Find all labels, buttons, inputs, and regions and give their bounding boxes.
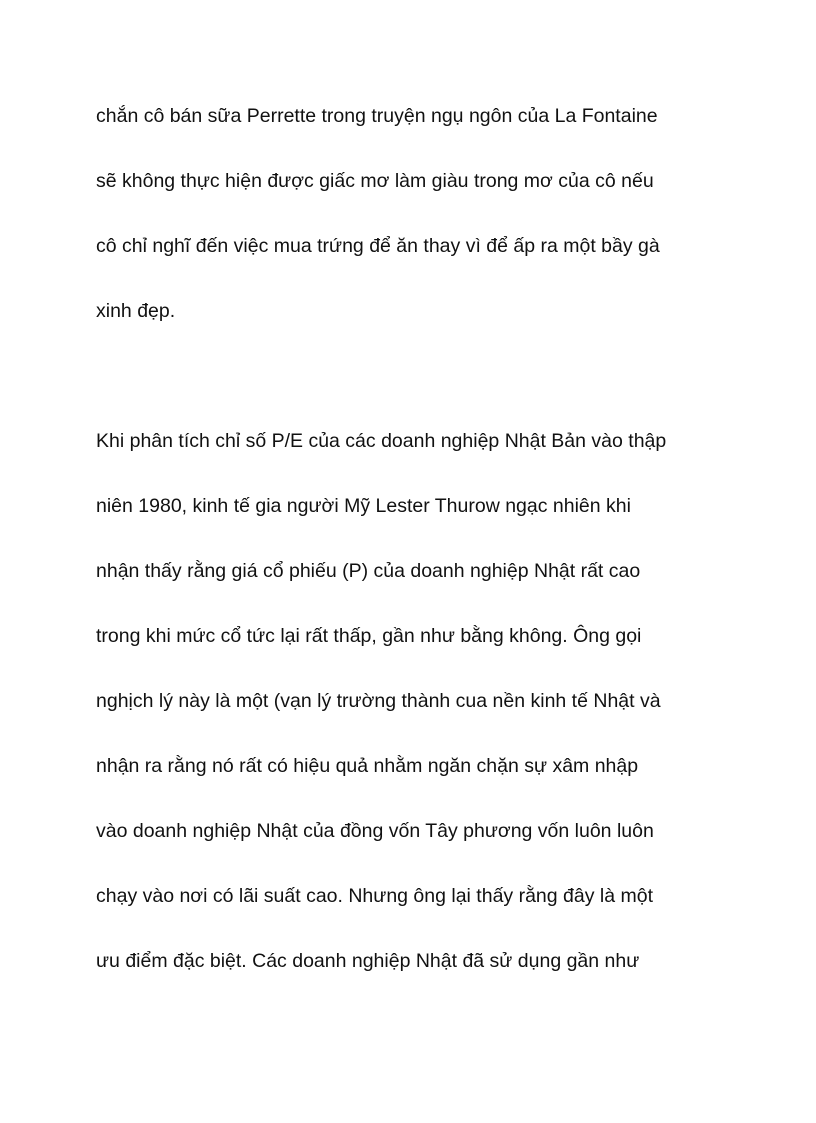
text-line: nghịch lý này là một (vạn lý trường thành cua nền kinh tế Nhật và	[96, 690, 661, 712]
text-line: nhận thấy rằng giá cổ phiếu (P) của doanh nghiệp Nhật rất cao	[96, 560, 641, 582]
text-line: xinh đẹp.	[96, 300, 176, 322]
text-line: trong khi mức cổ tức lại rất thấp, gần như bằng không. Ông gọi	[96, 625, 642, 647]
text-line: ưu điểm đặc biệt. Các doanh nghiệp Nhật đã sử dụng gần như	[96, 950, 640, 972]
text-line: chắn cô bán sữa Perrette trong truyện ngụ ngôn của La Fontaine	[96, 105, 658, 127]
text-line: cô chỉ nghĩ đến việc mua trứng để ăn thay vì để ấp ra một bầy gà	[96, 235, 660, 257]
text-line: sẽ không thực hiện được giấc mơ làm giàu trong mơ của cô nếu	[96, 170, 654, 192]
text-line: niên 1980, kinh tế gia người Mỹ Lester Thurow ngạc nhiên khi	[96, 495, 631, 517]
text-line: chạy vào nơi có lãi suất cao. Nhưng ông lại thấy rằng đây là một	[96, 885, 653, 907]
text-line: vào doanh nghiệp Nhật của đồng vốn Tây phương vốn luôn luôn	[96, 820, 654, 842]
text-line: nhận ra rằng nó rất có hiệu quả nhằm ngăn chặn sự xâm nhập	[96, 755, 639, 777]
text-line: Khi phân tích chỉ số P/E của các doanh nghiệp Nhật Bản vào thập	[96, 430, 667, 452]
